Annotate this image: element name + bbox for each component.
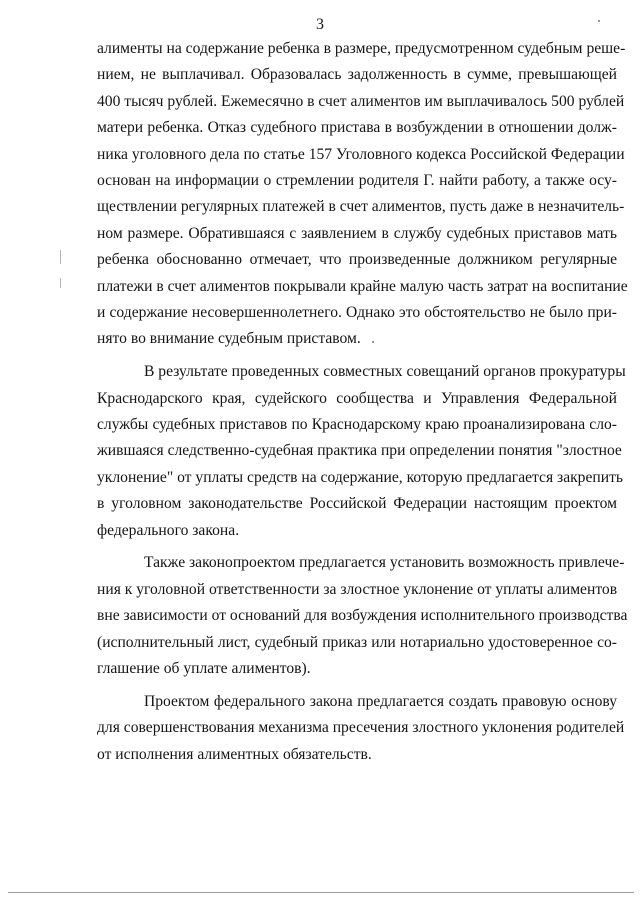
text-line: федерального закона. xyxy=(97,521,240,539)
text-line: платежи в счет алиментов покрывали крайне малую часть затрат на воспитание xyxy=(97,277,628,295)
text-line: Краснодарского края, судейского сообщества и Управления Федеральной xyxy=(97,389,617,407)
margin-mark xyxy=(60,278,61,288)
paragraph-1 xyxy=(97,36,628,353)
text-line: ном размере. Обратившаяся с заявлением в службу судебных приставов мать xyxy=(97,224,617,242)
text-line: для совершенствования механизма пресечения злостного уклонения родителей xyxy=(97,719,625,737)
text-line: нято во внимание судебным приставом. xyxy=(97,330,361,348)
document-body xyxy=(97,36,628,768)
text-line: ществлении регулярных платежей в счет алиментов, пусть даже в незначитель- xyxy=(97,198,625,216)
text-line: жившаяся следственно-судебная практика при определении понятия "злостное xyxy=(97,442,622,460)
scan-speck xyxy=(598,20,600,22)
text-line: нием, не выплачивал. Образовалась задолженность в сумме, превышающей xyxy=(97,66,617,84)
text-line: глашение об уплате алиментов). xyxy=(97,659,311,677)
text-line: уклонение" от уплаты средств на содержание, которую предлагается закрепить xyxy=(97,468,624,486)
scan-speck xyxy=(372,341,374,343)
text-line: ребенка обоснованно отмечает, что произведенные должником регулярные xyxy=(97,251,617,269)
text-line: ника уголовного дела по статье 157 Уголовного кодекса Российской Федерации xyxy=(97,145,625,163)
text-line: В результате проведенных совместных совещаний органов прокуратуры xyxy=(144,363,626,381)
text-line: и содержание несовершеннолетнего. Однако это обстоятельство не было при- xyxy=(97,303,617,321)
margin-mark xyxy=(60,250,61,264)
text-line: (исполнительный лист, судебный приказ или нотариально удостоверенное со- xyxy=(97,633,617,651)
text-line: матери ребенка. Отказ судебного пристава в возбуждении в отношении долж- xyxy=(97,119,617,137)
paragraph-2 xyxy=(97,359,626,544)
text-line: 400 тысяч рублей. Ежемесячно в счет алиментов им выплачивалось 500 рублей xyxy=(97,92,625,110)
paragraph-4 xyxy=(97,689,625,768)
text-line: в уголовном законодательстве Российской Федерации настоящим проектом xyxy=(97,495,617,513)
paragraph-3 xyxy=(97,550,628,682)
text-line: основан на информации о стремлении родителя Г. найти работу, а также осу- xyxy=(97,171,617,189)
text-line: алименты на содержание ребенка в размере, предусмотренном судебным реше- xyxy=(97,40,626,57)
scan-edge-line xyxy=(8,892,634,893)
text-line: Проектом федерального закона предлагается создать правовую основу xyxy=(144,692,617,710)
text-line: службы судебных приставов по Краснодарскому краю проанализирована сло- xyxy=(97,415,617,433)
page-number: 3 xyxy=(316,16,324,33)
text-line: от исполнения алиментных обязательств. xyxy=(97,745,372,763)
text-line: вне зависимости от оснований для возбуждения исполнительного производства xyxy=(97,607,628,625)
text-line: ния к уголовной ответственности за злостное уклонение от уплаты алиментов xyxy=(97,580,618,598)
text-line: Также законопроектом предлагается установить возможность привлече- xyxy=(144,554,625,572)
